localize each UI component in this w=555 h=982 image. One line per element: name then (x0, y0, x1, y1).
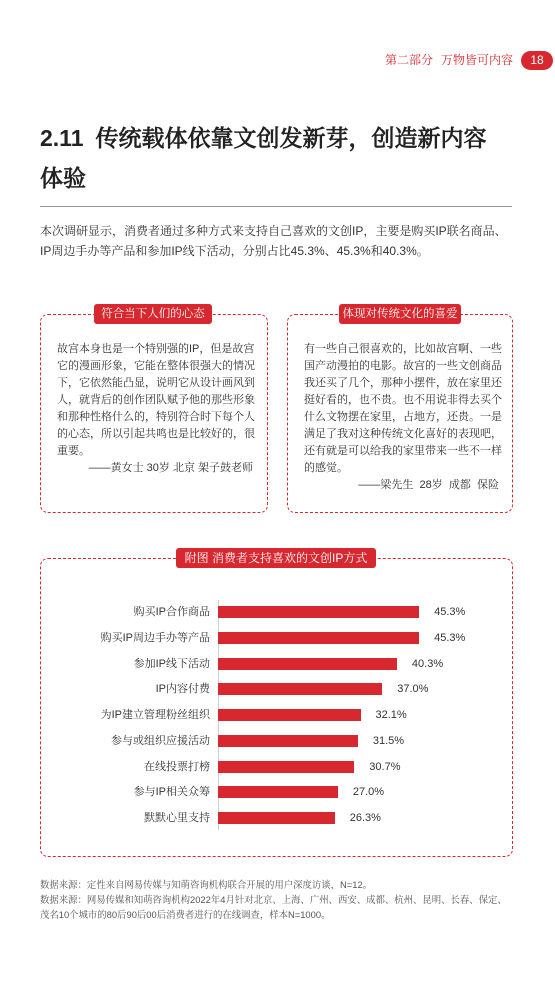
quote-text-right (304, 341, 502, 494)
quote-line: 国产动漫拍的电影。故宫的一些文创商品 (304, 360, 502, 372)
chart-value-label: 26.3% (349, 812, 381, 824)
title-number: 2.11 (40, 125, 84, 151)
quote-line: 故宫本身也是一个特别强的IP，但是故宫 (57, 343, 255, 355)
section-title: 万物皆可内容 (441, 53, 514, 67)
chart-bar (218, 812, 335, 824)
running-header (385, 52, 513, 68)
quote-label-left: 符合当下人们的心态 (94, 304, 212, 324)
bar-chart (41, 559, 512, 856)
chart-value-label: 45.3% (434, 631, 466, 644)
quote-line: 还有就是可以给我的家里带来一些不一样 (304, 445, 502, 457)
quote-line: 的心态，所以引起共鸣也是比较好的，很 (57, 428, 255, 440)
quote-line: 重要。 (57, 445, 90, 457)
chart-title: 附图 消费者支持喜欢的文创IP方式 (176, 548, 376, 568)
source-line: 数据来源：网易传媒和知萌咨询机构2022年4月针对北京、上海、广州、西安、成都、杭州、昆明、长春、保定、 (40, 894, 507, 905)
quote-line: 有一些自己很喜欢的，比如故宫啊、一些 (304, 343, 502, 355)
source-line: 数据来源：定性来自网易传媒与知萌咨询机构联合开展的用户深度访谈，N=12。 (40, 879, 373, 890)
quote-line: 满足了我对这种传统文化喜好的表现吧， (304, 428, 502, 440)
chart-value-label: 37.0% (397, 683, 429, 696)
page-title (40, 118, 487, 198)
quote-attribution-left: ——黄女士 30岁 北京 架子鼓老师 (88, 462, 253, 474)
chart-bar (218, 683, 382, 695)
quote-line: 下，它依然能凸显，说明它从设计画风到 (57, 377, 255, 389)
chart-category-label: IP内容付费 (155, 683, 210, 696)
quote-line: 挺好看的，也不贵。也不用说非得去买个 (304, 394, 502, 406)
quote-line: 它的漫画形象，它能在整体很强大的情况 (57, 360, 255, 372)
chart-bar (218, 709, 361, 721)
chart-value-label: 30.7% (369, 760, 401, 773)
chart-category-label: 参与IP相关众筹 (133, 786, 210, 799)
source-line: 茂名10个城市的80后90后00后消费者进行的在线调查，样本N=1000。 (40, 909, 331, 920)
chart-bar (218, 632, 419, 644)
title-line-1 (40, 118, 487, 158)
quote-label-right: 体现对传统文化的喜爱 (339, 304, 461, 324)
chart-category-label: 参加IP线下活动 (133, 657, 210, 670)
chart-category-label: 购买IP周边手办等产品 (100, 631, 210, 644)
chart-category-label: 在线投票打榜 (144, 760, 210, 773)
quote-line: 人，就背后的创作团队赋予他的那些形象 (57, 394, 255, 406)
chart-bar (218, 735, 358, 747)
chart-value-label: 32.1% (375, 709, 407, 721)
chart-bar (218, 658, 397, 670)
chart-bar (218, 761, 354, 773)
title-text-1: 传统载体依靠文创发新芽，创造新内容 (95, 125, 487, 151)
chart-value-label: 45.3% (434, 606, 466, 618)
quote-attribution-right: ——梁先生 28岁 成都 保险 (358, 479, 499, 491)
chart-bar (218, 606, 419, 618)
chart-value-label: 40.3% (411, 657, 444, 670)
intro-paragraph (40, 221, 507, 261)
chart-value-label: 31.5% (372, 734, 405, 747)
intro-line: 本次调研显示，消费者通过多种方式来支持自己喜欢的文创IP，主要是购买IP联名商品、 (40, 224, 507, 238)
title-divider (40, 206, 512, 207)
data-sources (40, 877, 507, 922)
title-line-2: 体验 (40, 165, 86, 191)
chart-category-label: 参与或组织应援活动 (111, 734, 210, 747)
chart-value-label: 27.0% (352, 786, 385, 799)
quote-line: 我还买了几个，那种小摆件，放在家里还 (304, 377, 502, 389)
quote-line: 和那种性格什么的，特别符合时下每个人 (57, 411, 255, 423)
chart-category-label: 默默心里支持 (144, 812, 210, 824)
intro-line: IP周边手办等产品和参加IP线下活动，分别占比45.3%、45.3%和40.3%。 (40, 244, 429, 258)
section-number: 第二部分 (385, 53, 434, 67)
chart-category-label: 为IP建立管理粉丝组织 (100, 709, 210, 721)
quote-line: 什么文物摆在家里，占地方，还贵。一是 (304, 411, 502, 423)
quote-text-left (57, 341, 253, 477)
chart-bar (218, 786, 338, 798)
quote-line: 的感觉。 (304, 462, 348, 474)
page-number-badge: 18 (521, 51, 553, 70)
chart-box (40, 558, 513, 857)
chart-category-label: 购买IP合作商品 (133, 606, 210, 618)
